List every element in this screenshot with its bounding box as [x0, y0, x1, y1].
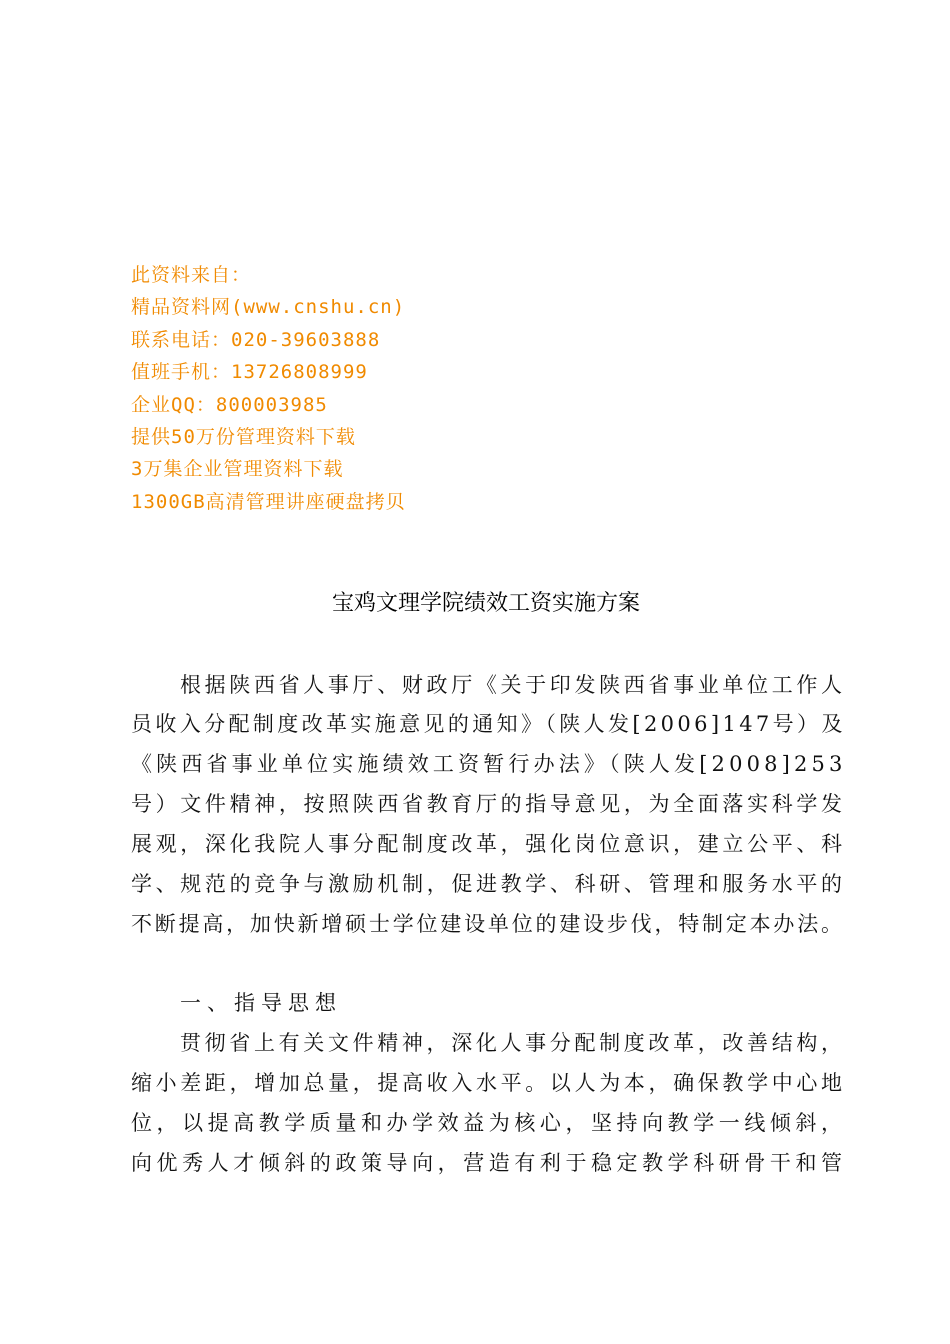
document-title: 宝鸡文理学院绩效工资实施方案: [331, 591, 640, 616]
intro-line-7: 不断提高，加快新增硕士学位建设单位的建设步伐，特制定本办法。: [131, 912, 845, 936]
source-line-offer-1: 提供50万份管理资料下载: [131, 425, 356, 448]
intro-line-5: 展观，深化我院人事分配制度改革，强化岗位意识，建立公平、科: [131, 832, 846, 856]
intro-line-1: 根据陕西省人事厅、财政厅《关于印发陕西省事业单位工作人: [180, 673, 846, 697]
section-1-heading: 一、指导思想: [180, 991, 342, 1015]
source-line-phone: 联系电话：020-39603888: [131, 328, 381, 351]
intro-line-4: 号）文件精神，按照陕西省教育厅的指导意见，为全面落实科学发: [131, 792, 846, 816]
source-line-qq: 企业QQ：800003985: [131, 393, 328, 416]
source-line-offer-3: 1300GB高清管理讲座硬盘拷贝: [131, 490, 406, 513]
section-1-line-1: 贯彻省上有关文件精神，深化人事分配制度改革，改善结构，: [180, 1031, 846, 1055]
source-line-mobile: 值班手机：13726808999: [131, 361, 368, 384]
intro-line-3: 《陕西省事业单位实施绩效工资暂行办法》（陕人发[2008]253: [131, 752, 847, 776]
source-info-block: [131, 259, 731, 518]
source-line-offer-2: 3万集企业管理资料下载: [131, 458, 344, 481]
source-line-website: 精品资料网(www.cnshu.cn): [131, 296, 406, 319]
intro-line-2: 员收入分配制度改革实施意见的通知》（陕人发[2006]147号）及: [131, 712, 846, 736]
source-line-from: 此资料来自：: [131, 264, 252, 286]
intro-line-6: 学、规范的竞争与激励机制，促进教学、科研、管理和服务水平的: [131, 872, 846, 896]
section-1-line-3: 位，以提高教学质量和办学效益为核心，坚持向教学一线倾斜，: [131, 1111, 847, 1135]
section-1-line-4: 向优秀人才倾斜的政策导向，营造有利于稳定教学科研骨干和管: [131, 1151, 847, 1175]
section-1-line-2: 缩小差距，增加总量，提高收入水平。以人为本，确保教学中心地: [131, 1071, 846, 1095]
